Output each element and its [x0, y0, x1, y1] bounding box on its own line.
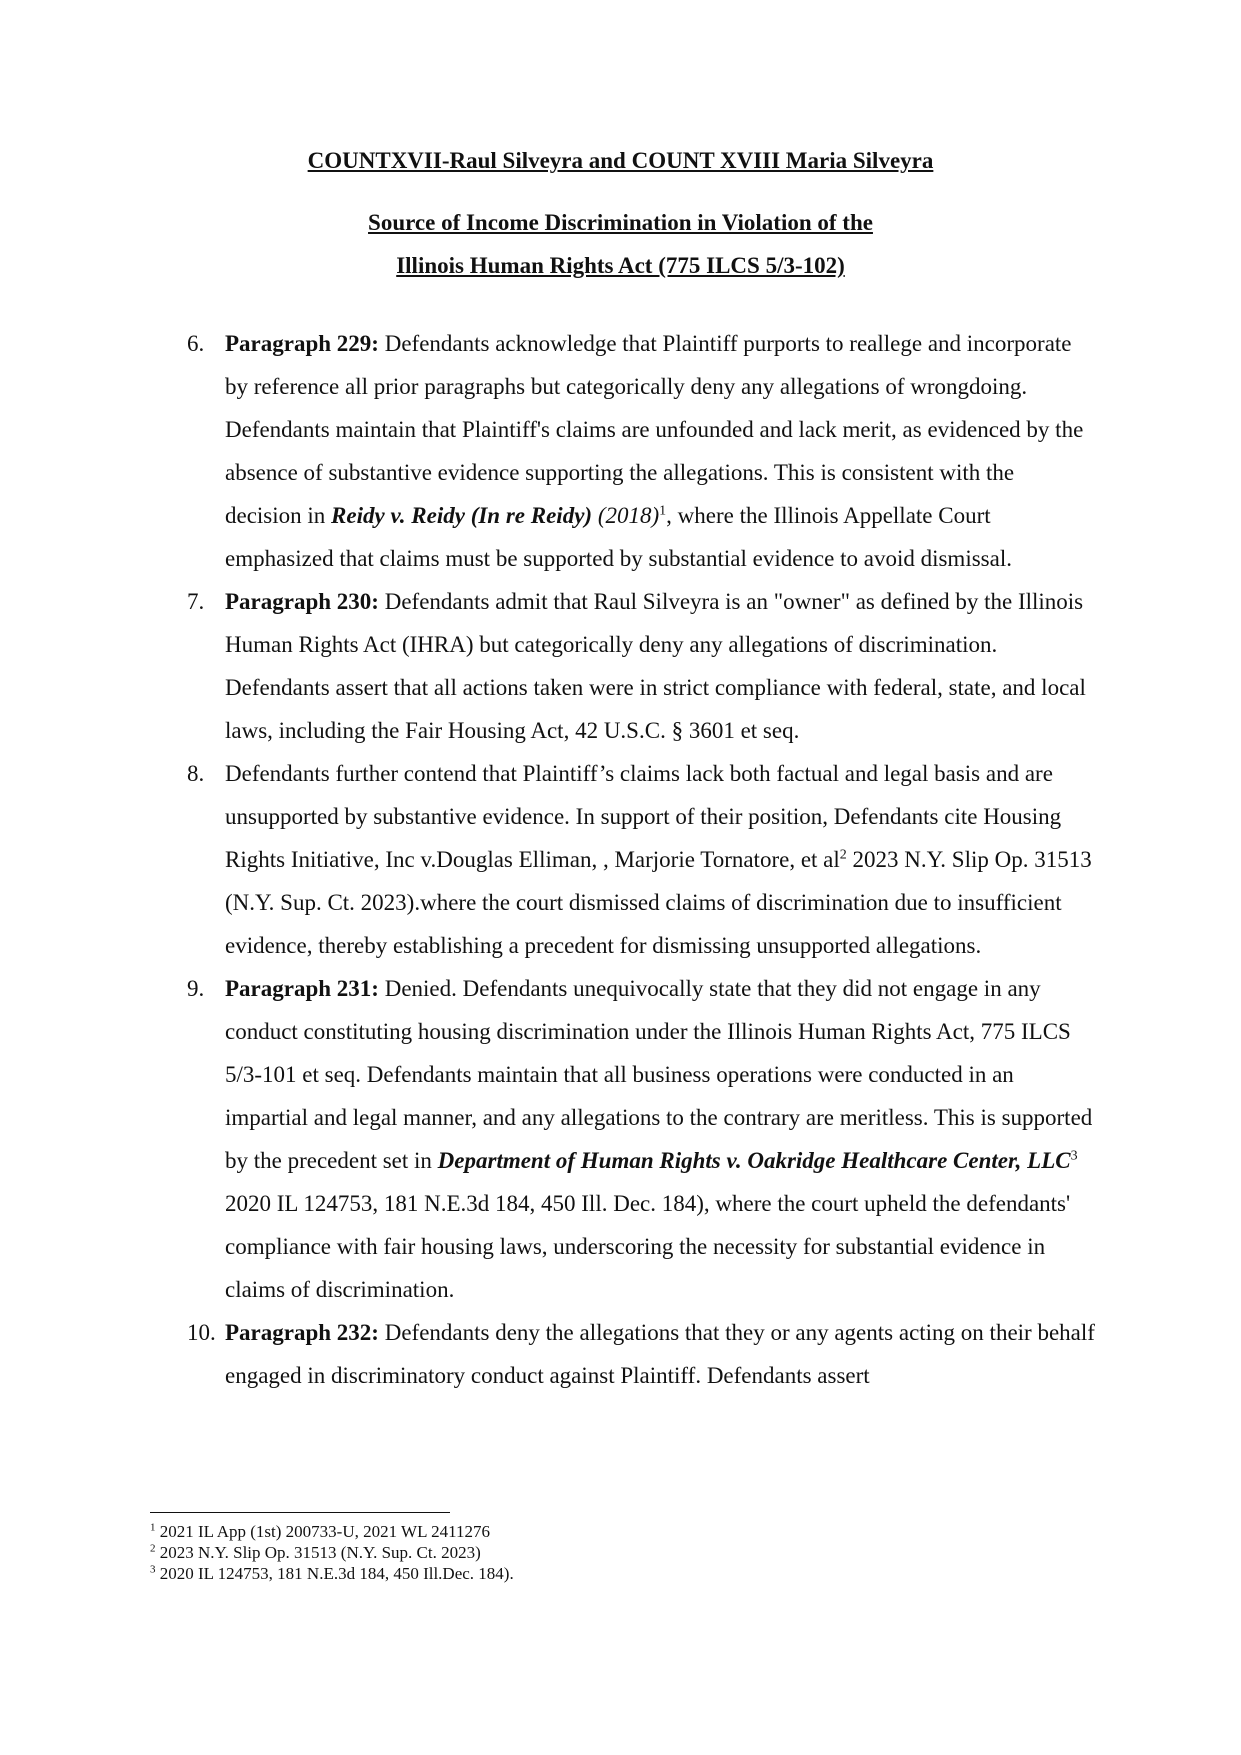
footnote-mark: 1 [150, 1521, 156, 1534]
paragraph-lead: Paragraph 231: [225, 976, 379, 1001]
item-number: 9. [187, 976, 205, 1001]
item-number: 6. [187, 331, 205, 356]
paragraph-text [225, 580, 1095, 752]
paragraph-text [225, 322, 1095, 580]
paragraph-text-part-1: Defendants further contend that Plaintiff’s claims lack both factual and legal basis and are unsupported by substantive evidence. In support of their position, Defendants cite Housing Rights Initiative, Inc v.Douglas Elliman, , Marjorie Tornatore, et al [225, 761, 1062, 872]
paragraph-item-9 [0, 967, 1241, 1311]
case-citation: Reidy v. Reidy (In re Reidy) [331, 503, 593, 528]
paragraph-item-6 [0, 322, 1241, 580]
paragraph-text-part-2: 2023 N.Y. Slip Op. 31513 (N.Y. Sup. Ct. 2023).where the court dismissed claims of discrimination due to insufficient evidence, thereby establishing a precedent for dismissing unsupported allegations. [225, 847, 1092, 958]
paragraph-item-8 [0, 752, 1241, 967]
footnote-text: 2020 IL 124753, 181 N.E.3d 184, 450 Ill.Dec. 184). [155, 1564, 514, 1583]
paragraph-text-part-1: Defendants deny the allegations that they or any agents acting on their behalf engaged in discriminatory conduct against Plaintiff. Defendants assert [225, 1320, 1095, 1388]
footnote-text: 2023 N.Y. Slip Op. 31513 (N.Y. Sup. Ct. 2023) [155, 1543, 481, 1562]
footnote-reference[interactable]: 3 [1070, 1148, 1078, 1164]
footnote-reference[interactable]: 1 [659, 503, 667, 519]
footnote-divider [150, 1512, 450, 1513]
footnote-1 [150, 1521, 1050, 1542]
numbered-paragraph-list [0, 322, 1241, 1397]
paragraph-text-part-2: 2020 IL 124753, 181 N.E.3d 184, 450 Ill. Dec. 184), where the court upheld the defendants' compliance with fair housing laws, underscoring the necessity for substantial evidence in claims of discrimination. [225, 1191, 1071, 1302]
paragraph-lead: Paragraph 232: [225, 1320, 379, 1345]
paragraph-lead: Paragraph 230: [225, 589, 379, 614]
paragraph-text-part-1: Defendants acknowledge that Plaintiff purports to reallege and incorporate by reference all prior paragraphs but categorically deny any allegations of wrongdoing. Defendants maintain that Plaintiff's claims are unfounded and lack merit, as evidenced by the absence of substantive evidence supporting the allegations. This is consistent with the decision in [225, 331, 1084, 528]
count-heading: COUNTXVII-Raul Silveyra and COUNT XVIII Maria Silveyra [307, 148, 934, 173]
footnote-text: 2021 IL App (1st) 200733-U, 2021 WL 2411276 [155, 1522, 490, 1541]
footnote-mark: 3 [150, 1563, 156, 1576]
footnote-mark: 2 [150, 1542, 156, 1555]
paragraph-text [225, 1311, 1095, 1397]
item-number: 10. [187, 1320, 216, 1345]
paragraph-item-7 [0, 580, 1241, 752]
case-year: (2018) [592, 503, 660, 528]
paragraph-text-part-2: , where the Illinois Appellate Court emphasized that claims must be supported by substantial evidence to avoid dismissal. [225, 503, 1012, 571]
footnote-reference[interactable]: 2 [839, 847, 847, 863]
paragraph-text-part-1: Defendants admit that Raul Silveyra is an "owner" as defined by the Illinois Human Rights Act (IHRA) but categorically deny any allegations of discrimination. Defendants assert that all actions taken were in strict compliance with federal, state, and local laws, including the Fair Housing Act, 42 U.S.C. § 3601 et seq. [225, 589, 1086, 743]
item-number: 7. [187, 589, 205, 614]
paragraph-text [225, 752, 1095, 967]
section-subtitle-line-2: Illinois Human Rights Act (775 ILCS 5/3-102) [396, 253, 845, 278]
case-citation: Department of Human Rights v. Oakridge Healthcare Center, LLC [437, 1148, 1071, 1173]
footnotes-section [150, 1521, 1050, 1584]
paragraph-text [225, 967, 1095, 1311]
section-subtitle-line-1: Source of Income Discrimination in Violation of the [368, 210, 873, 235]
item-number: 8. [187, 761, 205, 786]
paragraph-text-part-1: Denied. Defendants unequivocally state that they did not engage in any conduct constituting housing discrimination under the Illinois Human Rights Act, 775 ILCS 5/3-101 et seq. Defendants maintain that all business operations were conducted in an impartial and legal manner, and any allegations to the contrary are meritless. This is supported by the precedent set in [225, 976, 1093, 1173]
footnote-3 [150, 1563, 1050, 1584]
paragraph-item-10 [0, 1311, 1241, 1397]
paragraph-lead: Paragraph 229: [225, 331, 379, 356]
footnote-2 [150, 1542, 1050, 1563]
